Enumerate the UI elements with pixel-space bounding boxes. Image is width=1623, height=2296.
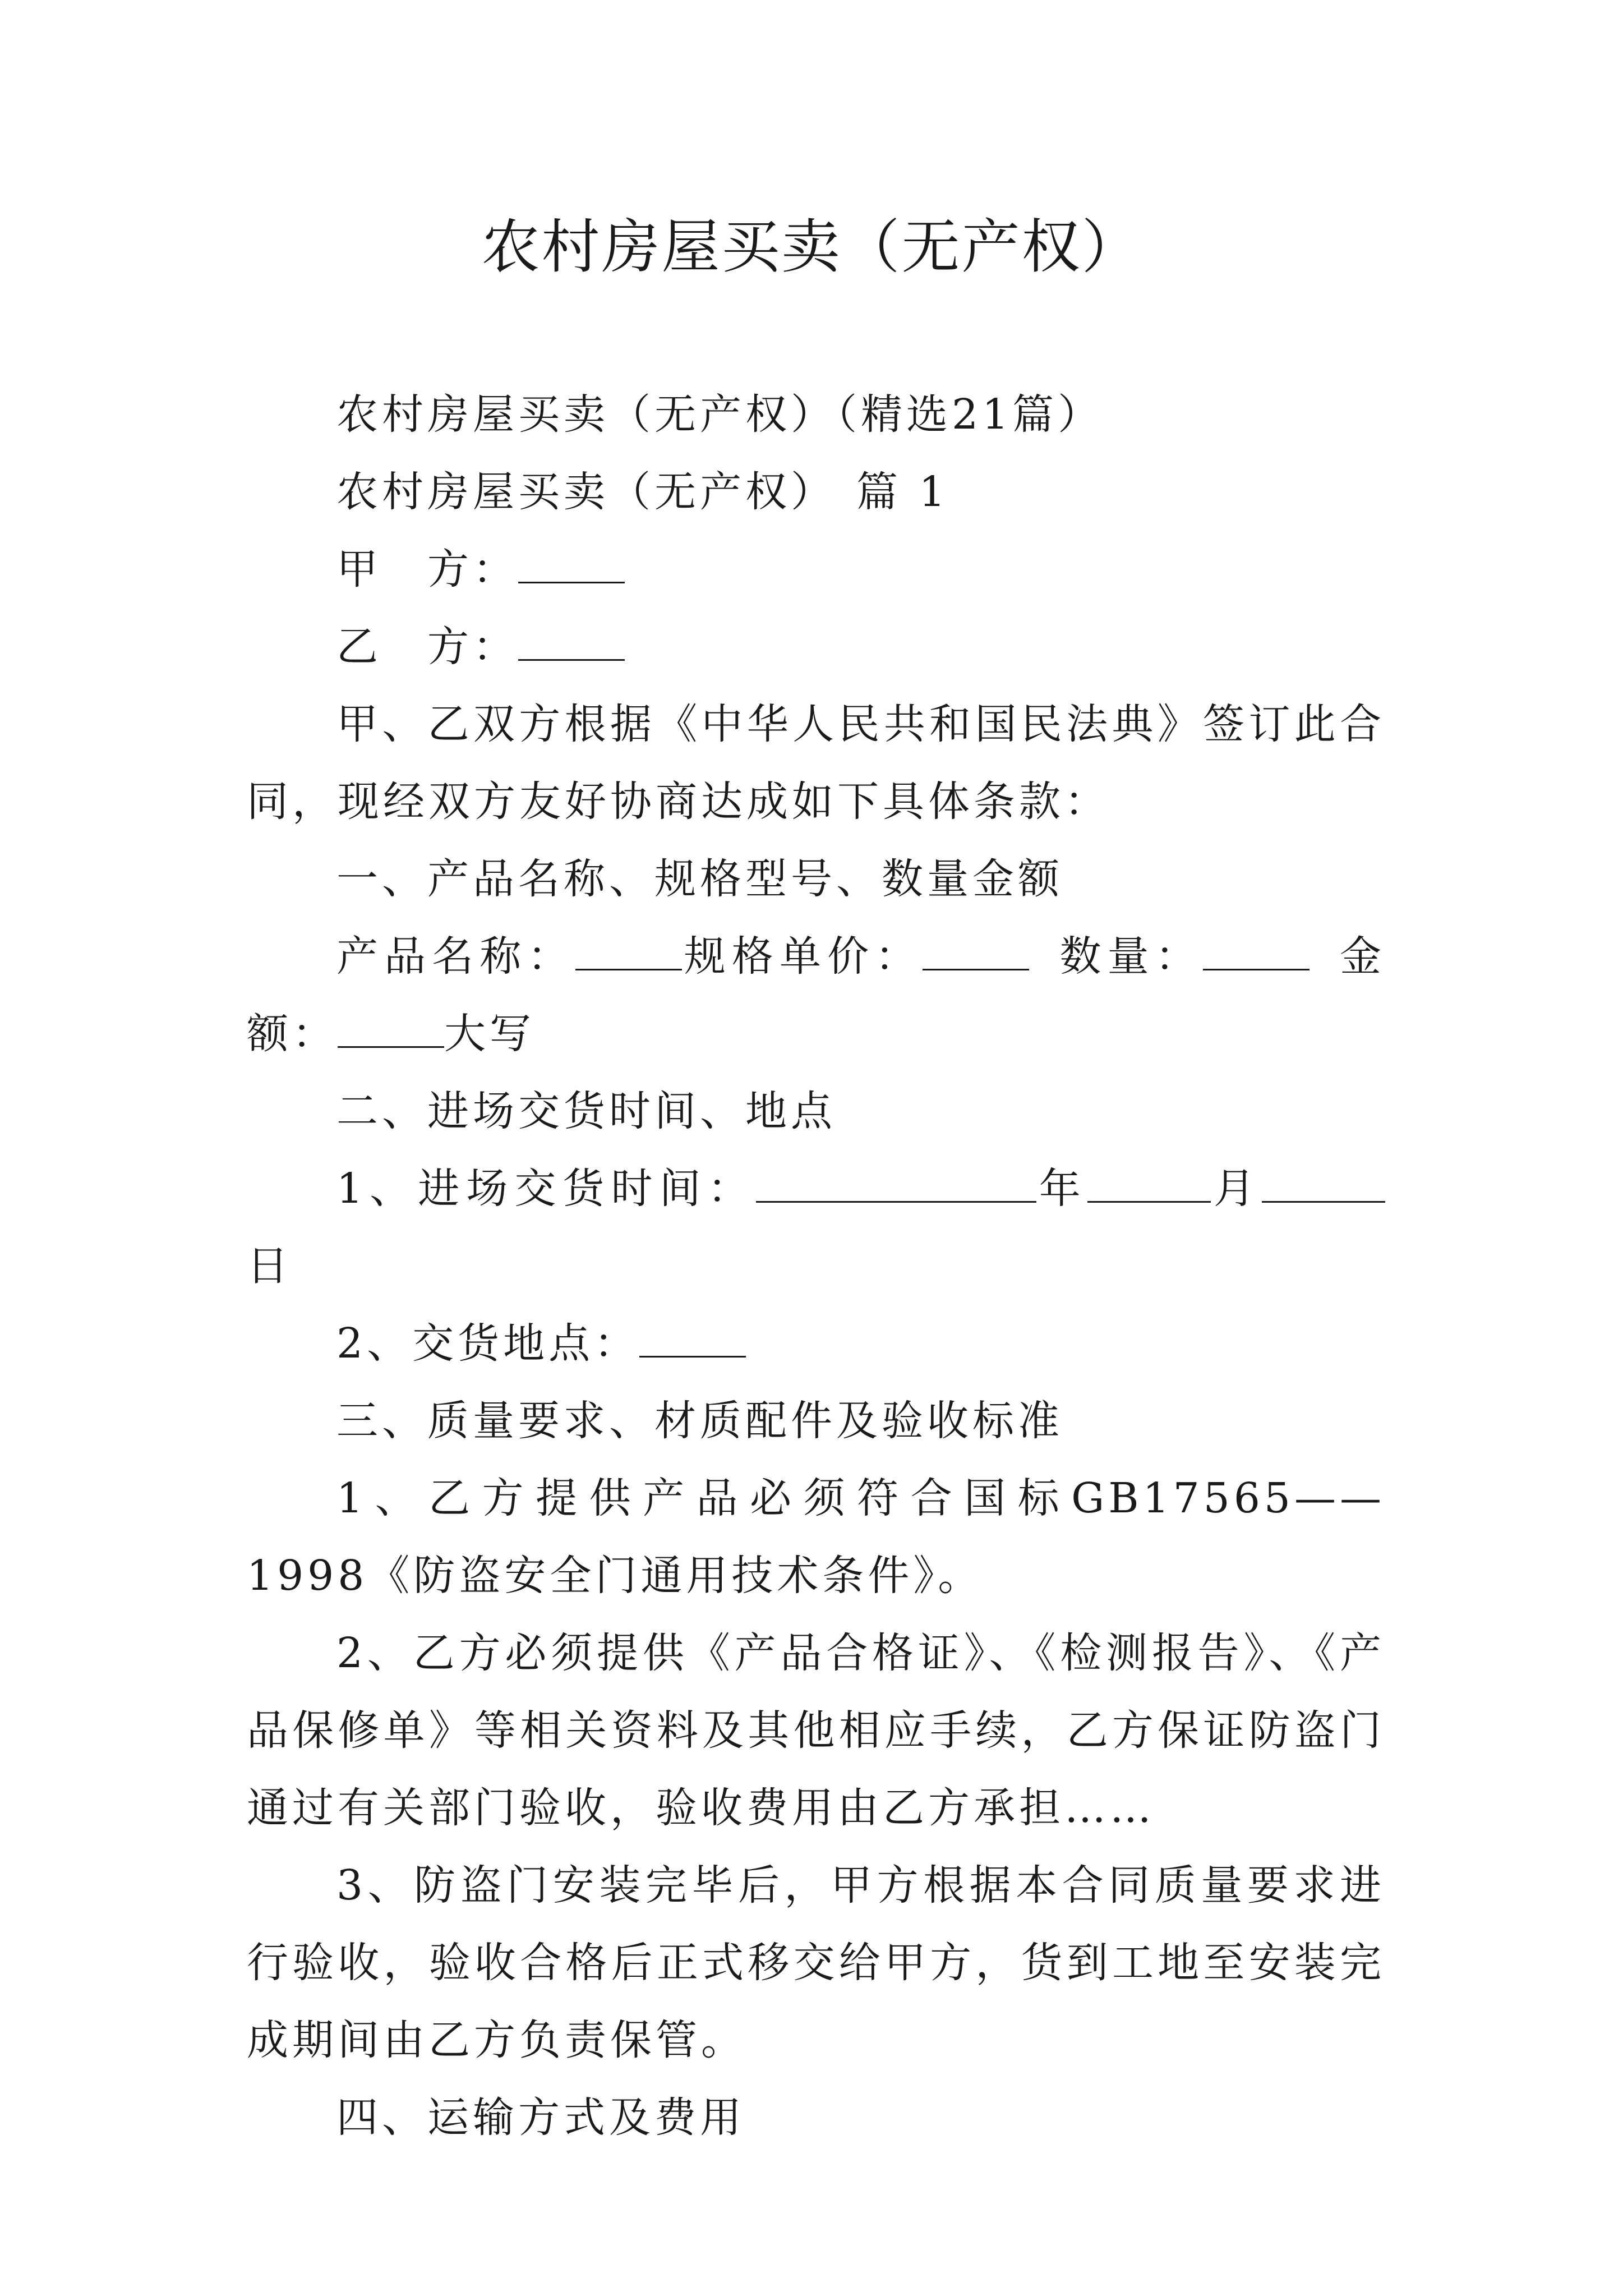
- delivery-time-line: [247, 1150, 1385, 1305]
- party-a-blank[interactable]: [518, 550, 625, 583]
- quantity-label: 数量：: [1057, 932, 1203, 981]
- quantity-blank[interactable]: [1203, 937, 1310, 970]
- clause4-heading: 四、运输方式及费用: [336, 2093, 745, 2142]
- section-heading: [247, 453, 1385, 531]
- amount-blank[interactable]: [338, 1015, 444, 1048]
- clause1-fields: [247, 918, 1385, 1073]
- document-subtitle: 农村房屋买卖（无产权）（精选21篇）: [336, 390, 1104, 439]
- document-body: [247, 376, 1385, 2156]
- clause3-item1: 1、乙方提供产品必须符合国标GB17565——1998《防盗安全门通用技术条件》。: [247, 1474, 1385, 1600]
- party-b-line: [247, 608, 1385, 685]
- clause3-item3: 3、防盗门安装完毕后，甲方根据本合同质量要求进行验收，验收合格后正式移交给甲方，货到工地至安装完成期间由乙方负责保管。: [247, 1861, 1385, 2064]
- clause3-item2: 2、乙方必须提供《产品合格证》、《检测报告》、《产品保修单》等相关资料及其他相应手续，乙方保证防盗门通过有关部门验收，验收费用由乙方承担……: [247, 1629, 1385, 1832]
- document-title: 农村房屋买卖（无产权）: [481, 213, 1142, 281]
- delivery-place-label: 2、交货地点：: [336, 1319, 640, 1368]
- delivery-month-blank[interactable]: [1087, 1170, 1211, 1203]
- intro-paragraph: 甲、乙双方根据《中华人民共和国民法典》签订此合同，现经双方友好协商达成如下具体条款：: [247, 700, 1385, 826]
- product-name-blank[interactable]: [575, 937, 682, 970]
- clause1-heading: 一、产品名称、规格型号、数量金额: [336, 855, 1063, 903]
- month-label: 月: [1210, 1165, 1262, 1213]
- clause2-heading: 二、进场交货时间、地点: [336, 1087, 836, 1135]
- capital-amount-label: 大写: [444, 1010, 535, 1058]
- delivery-year-blank[interactable]: [756, 1170, 1036, 1203]
- party-a-label: 甲 方：: [336, 545, 518, 593]
- day-label: 日: [247, 1242, 292, 1290]
- delivery-place-blank[interactable]: [639, 1324, 746, 1358]
- unit-price-blank[interactable]: [923, 937, 1029, 970]
- party-b-blank[interactable]: [518, 628, 625, 661]
- party-a-line: [247, 531, 1385, 608]
- delivery-day-blank[interactable]: [1262, 1170, 1385, 1203]
- year-label: 年: [1036, 1165, 1087, 1213]
- section-heading-text: 农村房屋买卖（无产权）: [336, 468, 836, 516]
- party-b-label: 乙 方：: [336, 623, 518, 671]
- delivery-time-label: 1、进场交货时间：: [336, 1165, 756, 1213]
- section-piece-number: 篇 1: [856, 468, 949, 516]
- delivery-place-line: [247, 1305, 1385, 1382]
- amount-label: 金额：: [247, 932, 1385, 1058]
- clause3-heading: 三、质量要求、材质配件及验收标准: [336, 1397, 1063, 1445]
- unit-price-label: 规格单价：: [681, 932, 923, 981]
- product-name-label: 产品名称：: [336, 932, 575, 981]
